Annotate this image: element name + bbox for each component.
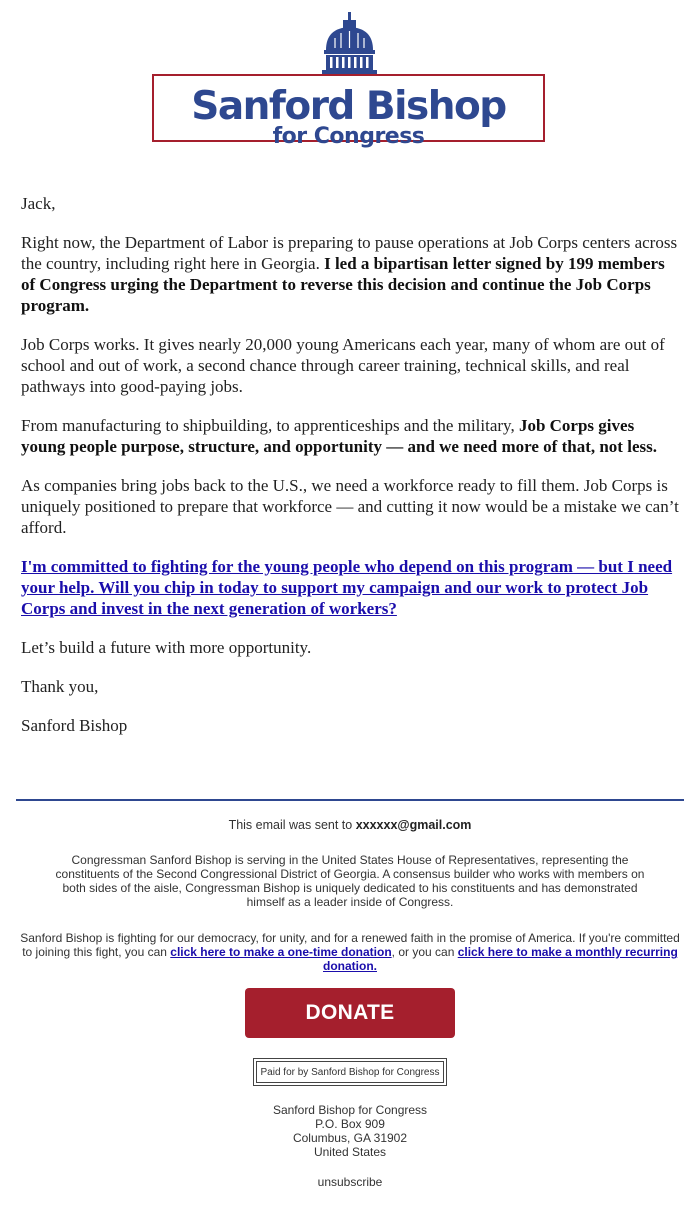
address-line-2: P.O. Box 909 <box>315 1117 385 1131</box>
donation-paragraph <box>20 931 680 973</box>
sent-to-prefix: This email was sent to <box>228 818 356 832</box>
address-line-4: United States <box>313 1145 387 1159</box>
paragraph-3-text: From manufacturing to shipbuilding, to apprenticeships and the military, <box>21 416 519 435</box>
letter-body <box>21 193 681 754</box>
closing: Thank you, <box>21 677 99 696</box>
paragraph-1-bold: I led a bipartisan letter signed by 199 members of Congress urging the Department to reverse this decision and continue the Job Corps program. <box>21 254 665 315</box>
address-line-1: Sanford Bishop for Congress <box>272 1103 428 1117</box>
paid-for-text: Paid for by Sanford Bishop for Congress <box>260 1066 440 1078</box>
donation-paragraph-mid: , or you can <box>391 945 458 959</box>
unsubscribe-link[interactable]: unsubscribe <box>317 1175 383 1189</box>
greeting: Jack, <box>21 194 56 213</box>
paragraph-3-bold: Job Corps gives young people purpose, structure, and opportunity — and we need more of that, not less. <box>21 416 657 456</box>
donate-button[interactable]: DONATE <box>245 988 455 1038</box>
logo-subtitle: for Congress <box>272 124 425 149</box>
paragraph-4: As companies bring jobs back to the U.S., we need a workforce ready to fill them. Job Corps is uniquely positioned to prepare that workforce — and cutting it now would be a mistake we can’t afford. <box>21 476 679 537</box>
footer <box>20 818 680 973</box>
cta-paragraph <box>21 556 681 619</box>
donation-paragraph-text: Sanford Bishop is fighting for our democracy, for unity, and for a renewed faith in the promise of America. If you're committed to joining this fight, you can <box>20 931 680 959</box>
one-time-donation-link[interactable]: click here to make a one-time donation <box>170 945 392 959</box>
address-line-3: Columbus, GA 31902 <box>292 1131 408 1145</box>
paragraph-5: Let’s build a future with more opportunity. <box>21 638 312 657</box>
mailing-address <box>0 1103 700 1159</box>
logo-name: Sanford Bishop <box>191 84 506 129</box>
candidate-bio: Congressman Sanford Bishop is serving in the United States House of Representatives, representing the constituents of the Second Congressional District of Georgia. A consensus builder who works with members on both sides of the aisle, Congressman Bishop is uniquely dedicated to his constituents and has demonstrated himself as a leader inside of Congress. <box>55 853 645 909</box>
sent-to-line <box>20 818 680 832</box>
recipient-email: xxxxxx@gmail.com <box>355 818 472 832</box>
signature: Sanford Bishop <box>21 716 128 735</box>
paragraph-1-text: Right now, the Department of Labor is preparing to pause operations at Job Corps centers across the country, including right here in Georgia. <box>21 233 678 273</box>
paid-for-disclaimer <box>253 1058 447 1086</box>
donate-cta-link[interactable]: I'm committed to fighting for the young people who depend on this program — but I need your help. Will you chip in today to support my campaign and our work to protect Job Corps and invest in the next generation of workers? <box>21 557 673 618</box>
header-logo <box>0 0 700 160</box>
recurring-donation-link[interactable]: click here to make a monthly recurring donation. <box>323 945 678 973</box>
paragraph-2: Job Corps works. It gives nearly 20,000 young Americans each year, many of whom are out of school and out of work, a second chance through career training, technical skills, and real pathways into good-paying jobs. <box>21 335 665 396</box>
footer-divider <box>16 799 684 801</box>
paragraph-1 <box>21 232 681 316</box>
paragraph-3 <box>21 415 681 457</box>
